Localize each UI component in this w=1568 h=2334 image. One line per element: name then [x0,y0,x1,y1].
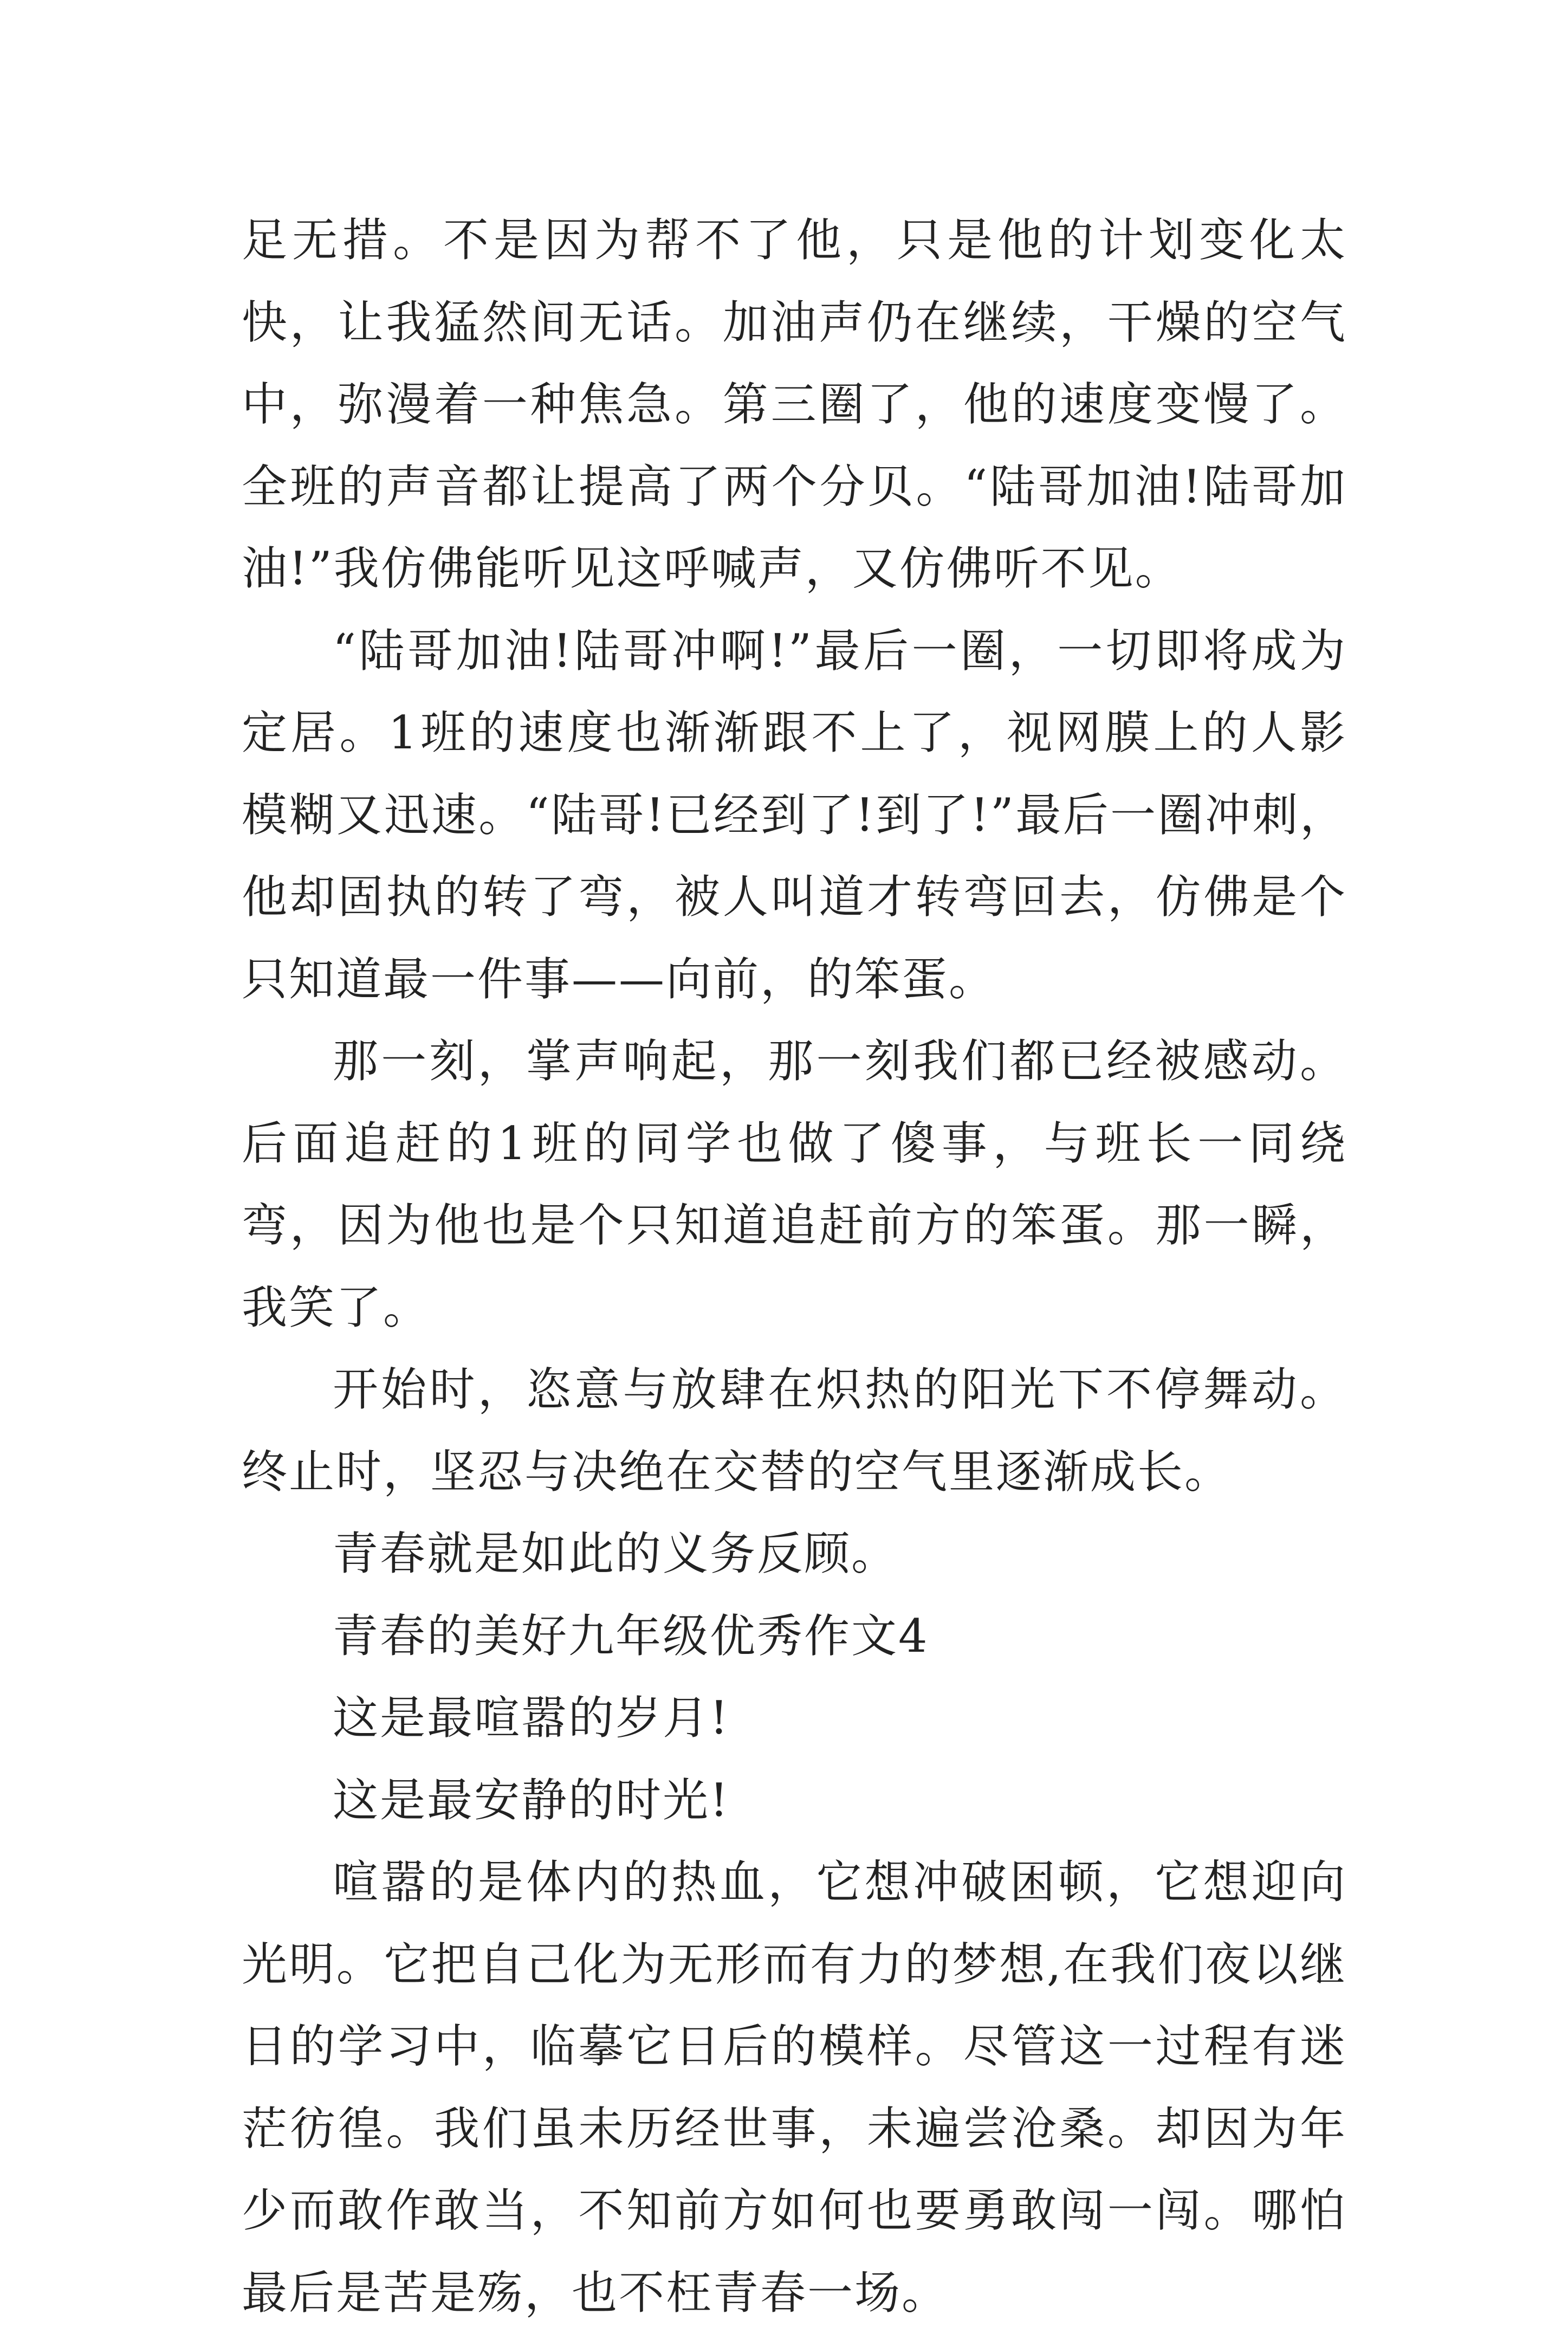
paragraph-applause: 那一刻，掌声响起，那一刻我们都已经被感动。后面追赶的1班的同学也做了傻事，与班长一同绕弯，因为他也是个只知道追赶前方的笨蛋。那一瞬，我笑了。 [242,1035,1347,1334]
paragraph-quiet-time: 这是最安静的时光! [333,1773,730,1827]
paragraph-hot-blood: 喧嚣的是体内的热血，它想冲破困顿，它想迎向光明。它把自己化为无形而有力的梦想,在我们夜以继日的学习中，临摹它日后的模样。尽管这一过程有迷茫彷徨。我们虽未历经世事，未遍尝沧桑。却因为年少而敢作敢当，不知前方如何也要勇敢闯一闯。哪怕最后是苦是殇，也不枉青春一场。 [242,1855,1347,2319]
paragraph-continuation: 足无措。不是因为帮不了他，只是他的计划变化太快，让我猛然间无话。加油声仍在继续，干燥的空气中，弥漫着一种焦急。第三圈了，他的速度变慢了。全班的声音都让提高了两个分贝。“陆哥加油!陆哥加油!”我仿佛能听见这呼喊声，又仿佛听不见。 [242,214,1347,595]
paragraph-start-end: 开始时，恣意与放肆在炽热的阳光下不停舞动。终止时，坚忍与决绝在交替的空气里逐渐成长。 [242,1363,1347,1498]
paragraph-youth-conclusion: 青春就是如此的义务反顾。 [333,1527,899,1580]
essay-title-4: 青春的美好九年级优秀作文4 [333,1609,929,1663]
paragraph-final-lap: “陆哥加油!陆哥冲啊!”最后一圈，一切即将成为定居。1班的速度也渐渐跟不上了，视网膜上的人影模糊又迅速。“陆哥!已经到了!到了!”最后一圈冲刺，他却固执的转了弯，被人叫道才转弯回去，仿佛是个只知道最一件事——向前，的笨蛋。 [242,624,1347,1006]
paragraph-noisy-years: 这是最喧嚣的岁月! [333,1691,730,1744]
essay-body [242,199,1347,2334]
